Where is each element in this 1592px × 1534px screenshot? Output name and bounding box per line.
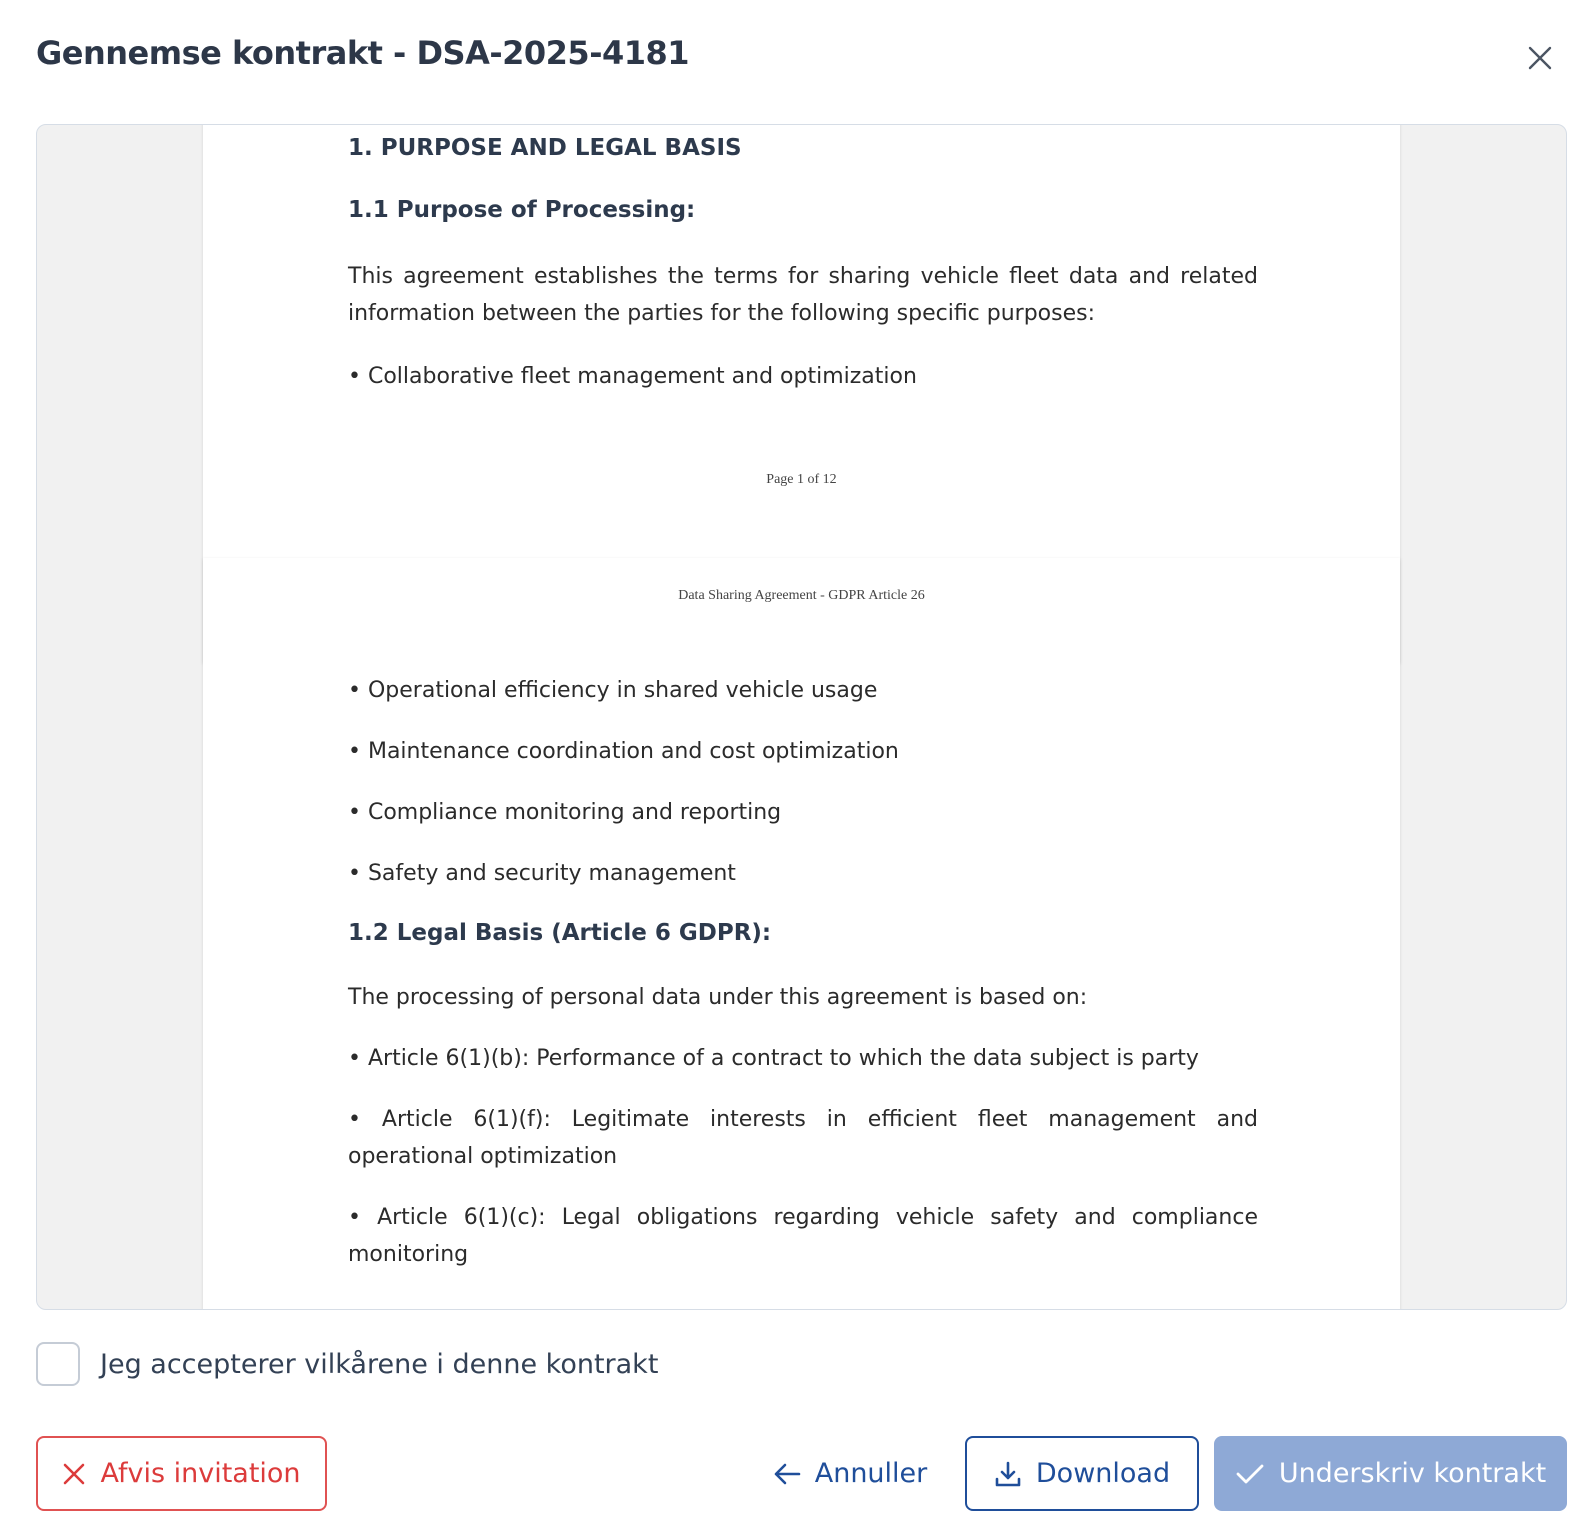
sign-label: Underskriv kontrakt <box>1278 1458 1547 1489</box>
list-item: • Compliance monitoring and reporting <box>348 800 782 825</box>
section-heading: 1. PURPOSE AND LEGAL BASIS <box>348 135 742 161</box>
close-button[interactable] <box>1522 40 1558 76</box>
paragraph: This agreement establishes the terms for sharing vehicle fleet data and related information between the parties for the following specific purposes: <box>348 264 1258 326</box>
download-icon <box>994 1460 1022 1488</box>
paragraph: The processing of personal data under this agreement is based on: <box>348 985 1088 1010</box>
reject-label: Afvis invitation <box>100 1458 301 1489</box>
list-item: • Safety and security management <box>348 861 736 886</box>
sign-contract-button[interactable] <box>1214 1436 1567 1511</box>
list-item: • Operational efficiency in shared vehicle usage <box>348 678 878 703</box>
cancel-button[interactable] <box>770 1436 930 1511</box>
accept-terms-checkbox[interactable] <box>36 1342 80 1386</box>
page-footer: Page 1 of 12 <box>766 472 837 487</box>
document-viewer[interactable] <box>36 124 1567 1310</box>
close-icon <box>1527 45 1553 71</box>
accept-terms-row <box>36 1342 658 1386</box>
reject-invitation-button[interactable] <box>36 1436 327 1511</box>
cancel-label: Annuller <box>814 1458 928 1489</box>
accept-terms-label[interactable]: Jeg accepterer vilkårene i denne kontrakt <box>100 1348 659 1380</box>
arrow-left-icon <box>773 1462 801 1486</box>
check-icon <box>1235 1462 1265 1486</box>
list-item: • Article 6(1)(c): Legal obligations regarding vehicle safety and compliance monitoring <box>348 1205 1258 1267</box>
list-item: • Collaborative fleet management and optimization <box>348 364 917 389</box>
x-icon <box>62 1462 86 1486</box>
subsection-heading: 1.1 Purpose of Processing: <box>348 197 696 223</box>
download-label: Download <box>1035 1458 1171 1489</box>
modal-title: Gennemse kontrakt - DSA-2025-4181 <box>36 34 690 72</box>
list-item: • Article 6(1)(f): Legitimate interests in efficient fleet management and operational optimization <box>348 1107 1258 1169</box>
download-button[interactable] <box>965 1436 1199 1511</box>
page-header: Data Sharing Agreement - GDPR Article 26 <box>678 588 925 603</box>
pdf-page-2 <box>203 558 1400 1310</box>
list-item: • Maintenance coordination and cost optimization <box>348 739 899 764</box>
list-item: • Article 6(1)(b): Performance of a contract to which the data subject is party <box>348 1046 1199 1071</box>
subsection-heading: 1.2 Legal Basis (Article 6 GDPR): <box>348 920 772 946</box>
